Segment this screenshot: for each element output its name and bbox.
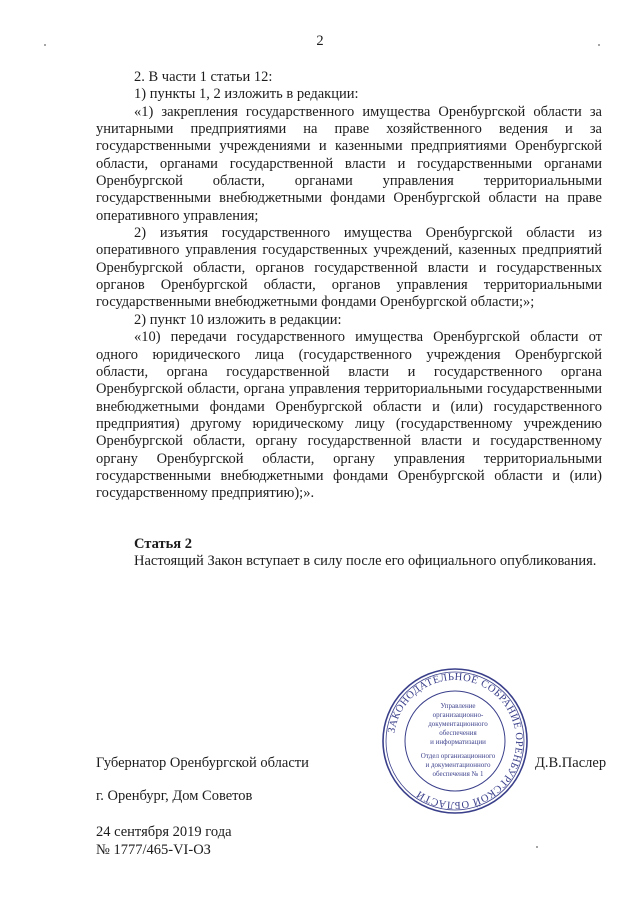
- svg-text:Управление: Управление: [440, 702, 476, 710]
- signing-place: г. Оренбург, Дом Советов: [96, 788, 253, 804]
- paragraph-item-10: «10) передачи государственного имущества Оренбургской области от одного юридического лица (государственного учреждения Оренбургской области, органа государственной власти и государственного органа Оренбургской области, органа управления территориальными государственными внебюджетными фондами Оренбургской области и (или) государственного предприятия) другому юридическому лицу (государственному учреждению Оренбургской области, органу государственной власти и государственному органу Оренбургской области, органу управления территориальными государственными внебюджетными фондами Оренбургской области и (или) государственному предприятию);».: [96, 329, 602, 502]
- law-number: № 1777/465-VI-ОЗ: [96, 841, 211, 858]
- svg-text:обеспечения № 1: обеспечения № 1: [432, 770, 484, 778]
- svg-text:Отдел организационного: Отдел организационного: [420, 752, 496, 760]
- paragraph-items-1-2: 1) пункты 1, 2 изложить в редакции:: [134, 86, 359, 103]
- scan-speck: [536, 846, 538, 848]
- svg-text:обеспечения: обеспечения: [439, 729, 477, 737]
- paragraph-item-2: 2) изъятия государственного имущества Оренбургской области из оперативного управления государственных учреждений, казенных предприятий Оренбургской области, органов государственной власти и государственных органов Оренбургской области, органов управления территориальными государственными внебюджетными фондами Оренбургской области;»;: [96, 225, 602, 311]
- scan-speck: [598, 44, 600, 46]
- official-seal: [380, 666, 530, 816]
- paragraph-part1: 2. В части 1 статьи 12:: [134, 69, 273, 85]
- page-number: 2: [316, 33, 324, 49]
- article-heading: Статья 2: [134, 535, 192, 552]
- document-body: [96, 69, 602, 570]
- signing-date-block: [96, 824, 232, 859]
- signing-date: 24 сентября 2019 года: [96, 824, 232, 840]
- svg-text:организационно-: организационно-: [432, 711, 484, 719]
- svg-text:и документационного: и документационного: [425, 761, 491, 769]
- svg-text:и информатизации: и информатизации: [430, 738, 486, 746]
- signatory-name: Д.В.Паслер: [535, 755, 607, 771]
- paragraph-item-10-intro: 2) пункт 10 изложить в редакции:: [134, 311, 342, 328]
- svg-text:ЗАКОНОДАТЕЛЬНОЕ СОБРАНИЕ ОРЕНБ: ЗАКОНОДАТЕЛЬНОЕ СОБРАНИЕ ОРЕНБУРГСКОЙ ОБЛАСТИ: [386, 671, 525, 811]
- signatory-position: Губернатор Оренбургской области: [96, 755, 309, 771]
- scan-speck: [44, 44, 46, 46]
- paragraph-item-1: «1) закрепления государственного имущества Оренбургской области за унитарными предприятиями на праве хозяйственного ведения и за государственными учреждениями и казенными предприятиями Оренбургской области, органами государственной власти и государственными органами Оренбургской области, органами управления территориальными государственными внебюджетными фондами Оренбургской области на праве оперативного управления;: [96, 103, 602, 224]
- article-text: Настоящий Закон вступает в силу после его официального опубликования.: [134, 552, 597, 569]
- svg-text:документационного: документационного: [428, 720, 488, 728]
